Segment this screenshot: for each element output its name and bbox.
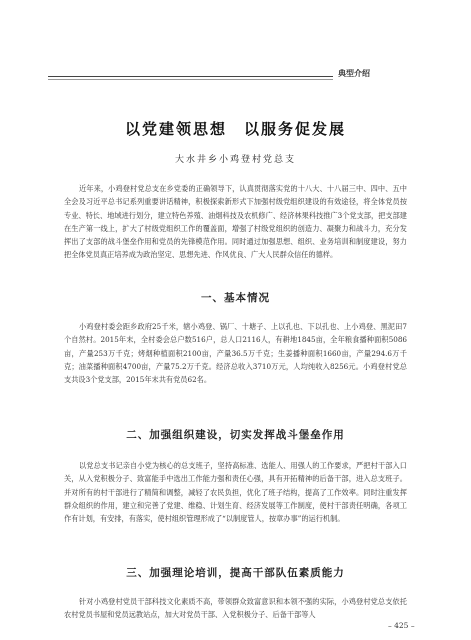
section-body-2: 以党总支书记亲自小党为核心的总支班子，坚持高标准、选能人、用强人的工作要求，严把村干部入口关，从入党积极分子、致富能手中选出工作能力强和责任心强，具有开拓精神的后备干部，进入总支班子。并对所有的村干部进行了精简和调整，减轻了农民负担，优化了班子结构，提高了工作效率。同时注重发挥群众组织的作用，建立和完善了党建、维稳、计划生育、经济发展等工作制度，使村干部责任明确，各项工作有计划，有安排，有落实，使村组织管理形成了“以制度管人，按章办事”的运行机制。 bbox=[64, 461, 407, 524]
header-rule bbox=[48, 76, 333, 77]
section-heading-3: 三、加强理论培训，提高干部队伍素质能力 bbox=[126, 567, 345, 579]
article-title: 以党建领思想 以服务促发展 bbox=[124, 120, 346, 138]
section-body-3: 针对小鸡登村党员干部科技文化素质不高，带领群众致富意识和本领不强的实际，小鸡登村党总支依托农村党员书屋和党员远教站点，加大对党员干部、入党积极分子、后备干部等人 bbox=[64, 597, 407, 620]
intro-paragraph: 近年来，小鸡登村党总支在乡党委的正确领导下，认真贯彻落实党的十八大、十八届三中、四中、五中全会及习近平总书记系列重要讲话精神，积极探索新形式下加强村级党组织建设的有效途径，将全体党员按专业、特长、地域进行划分，建立特色养殖、油烟科技及农机修广、经济林果科技推广3个党支部，把支部建在生产第一线上，扩大了村级党组织工作的覆盖面，增强了村级党组织的创造力、凝聚力和战斗力，充分发挥出了支部的战斗堡垒作用和党员的先锋模范作用。同时通过加强思想、组织、业务培训和制度建设，努力把全体党员真正培养成为政治坚定、思想先进、作风优良、广大人民群众信任的德样。 bbox=[64, 184, 407, 260]
article-author: 大水井乡小鸡登村党总支 bbox=[174, 155, 296, 165]
header-rule-thin bbox=[48, 79, 333, 80]
section-heading-1: 一、基本情况 bbox=[201, 292, 270, 304]
section-heading-2: 二、加强组织建设，切实发挥战斗堡垒作用 bbox=[126, 429, 345, 441]
section-body-1: 小鸡登村委会距乡政府25千米，辖小鸡登、锅厂、十塘子、上以孔也、下以孔也、上小鸡登、黑泥田7个自然村。2015年末，全村委会总户数516户，总人口2116人，有耕地1845亩，全年粮食播种面积5086亩，产量253万千克；烤烟种植面积2100亩，产量36.5万千克；生姜播种面积1660亩，产量294.6万千克；油菜播种面积4700亩，产量75.2万千克。经济总收入3710万元，人均纯收入8256元。小鸡登村党总支共设3个党支部，2015年末共有党员62名。 bbox=[64, 322, 407, 385]
page-number: – 425 – bbox=[388, 621, 415, 630]
section-label: 典型介绍 bbox=[338, 69, 370, 78]
